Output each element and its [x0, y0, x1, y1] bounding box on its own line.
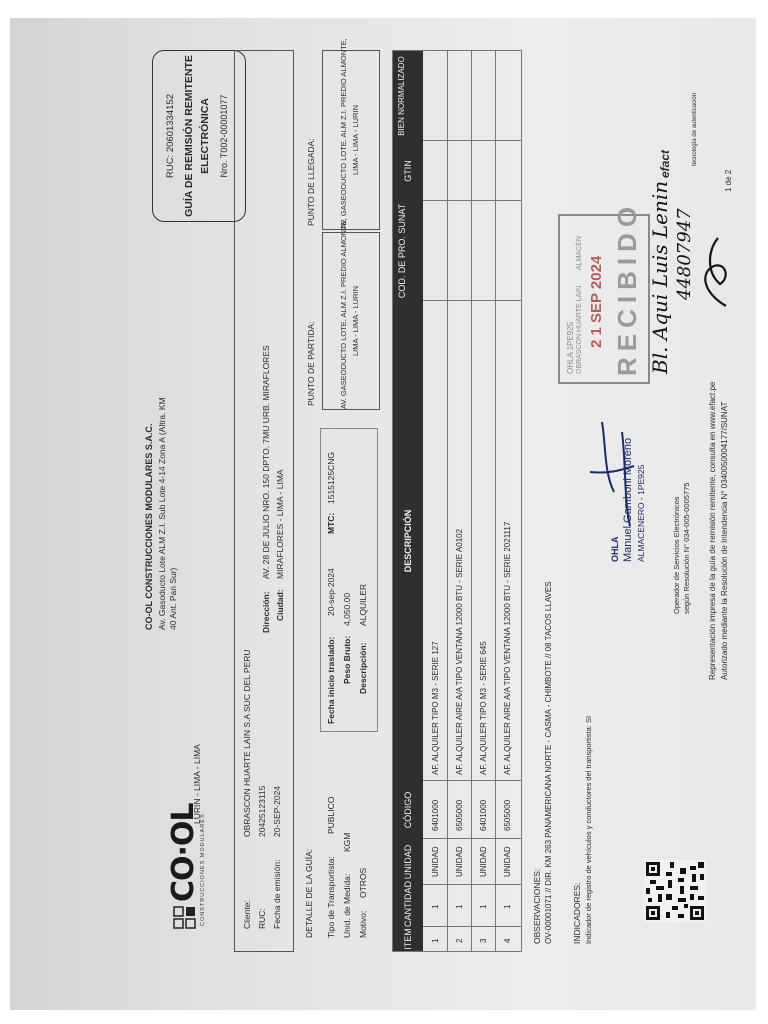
cell-item: 4 — [503, 938, 512, 943]
qr-pattern-icon — [644, 860, 706, 922]
document-type-box — [152, 50, 246, 222]
mtc-label: MTC: — [326, 512, 336, 534]
cell-quantity: 1 — [479, 904, 488, 909]
logo-wordmark: CO·OL — [166, 803, 201, 902]
receiver-signature — [696, 232, 736, 312]
cell-unit: UNIDAD — [503, 846, 512, 877]
column-divider — [423, 838, 521, 839]
table-row — [423, 51, 448, 951]
unit-value: KGM — [342, 832, 352, 852]
cell-code: 6401000 — [431, 799, 440, 831]
client-address-label: Dirección: — [261, 591, 271, 633]
departure-city: LIMA - LIMA - LURIN — [351, 285, 360, 357]
transfer-date-label: Fecha inicio traslado: — [326, 636, 336, 724]
description-label: Descripción: — [358, 642, 368, 694]
header-sunat-code: COD. DE PRO. SUNAT — [397, 203, 407, 299]
header-item: ITEM — [403, 928, 413, 950]
table-body — [423, 51, 521, 951]
unit-label: Unid. de Medida: — [342, 873, 352, 938]
column-divider — [423, 926, 521, 927]
client-label: Cliente: — [242, 900, 252, 929]
cell-quantity: 1 — [503, 904, 512, 909]
client-ruc-label: RUC: — [257, 908, 267, 929]
operator-line-2: según Resolución N° 034-005-0005775 — [682, 482, 691, 614]
cell-description: AF. ALQUILER AIRE A/A TIPO VENTANA 12000 BTU - SERIE A0102 — [455, 528, 464, 775]
cell-unit: UNIDAD — [431, 846, 440, 877]
page-number: 1 de 2 — [724, 169, 733, 192]
cell-code: 6401000 — [479, 799, 488, 831]
reason-label: Motivo: — [358, 910, 368, 938]
guide-detail-box — [320, 428, 378, 732]
reason-value: OTROS — [358, 867, 368, 898]
observations-title: OBSERVACIONES: — [532, 868, 542, 944]
cell-description: AF. ALQUILER TIPO M3 - SERIE 645 — [479, 641, 488, 775]
column-divider — [423, 140, 521, 141]
transport-type-label: Tipo de Transportista: — [326, 856, 336, 938]
issue-date-label: Fecha de emisión: — [272, 859, 282, 929]
table-row — [471, 51, 496, 951]
cell-description: AF. ALQUILER AIRE A/A TIPO VENTANA 12000 BTU - SERIE 2021117 — [503, 521, 512, 775]
indicators-text: Indicador de registro de vehículos y conductores del transportista: SI — [584, 715, 593, 944]
transport-type: PUBLICO — [326, 796, 336, 834]
cell-code: 6505000 — [455, 799, 464, 831]
document-title: GUÍA DE REMISIÓN REMITENTE — [183, 55, 195, 217]
handwritten-name: Bl. Aqui Luis Lenin — [648, 180, 672, 374]
company-name: CO-OL CONSTRUCCIONES MODULARES S.A.C. — [144, 423, 154, 630]
client-address: AV. 28 DE JULIO NRO. 150 DPTO. 7MU URB. MIRAFLORES — [261, 345, 271, 579]
reception-stamp — [558, 200, 650, 384]
column-divider — [423, 780, 521, 781]
header-unit: UNIDAD — [403, 844, 413, 880]
table-row — [447, 51, 472, 951]
efact-logo: efact — [658, 149, 672, 178]
qr-code — [644, 860, 706, 922]
arrival-address: AV. GASEODUCTO LOTE. ALM Z.I. PREDIO ALMONTE, — [339, 38, 348, 229]
header-gtin: GTIN — [403, 160, 413, 182]
logo-grid-icon — [172, 904, 198, 930]
client-box — [234, 50, 294, 952]
column-divider — [423, 884, 521, 885]
mtc-value: 1515125CNG — [326, 452, 336, 504]
client-ruc: 20425123115 — [257, 785, 267, 837]
rotated-document — [24, 22, 744, 1002]
description-value: ALQUILER — [358, 583, 368, 626]
column-divider — [423, 300, 521, 301]
table-row — [495, 51, 519, 951]
company-address-1: Av. Gasoducto Lote ALM Z.I. Sub Lote 4-14 Zona A (Altra. KM — [157, 397, 167, 630]
gross-weight-label: Peso Bruto: — [342, 635, 352, 684]
client-city-label: Ciudad: — [275, 589, 285, 621]
handwritten-number: 44807947 — [674, 208, 695, 300]
corner-seal-text: tecnología de autenticación — [692, 92, 698, 166]
stamp-line-3: ALMACÉN — [576, 236, 583, 270]
cell-item: 1 — [431, 938, 440, 943]
client-city: MIRAFLORES - LIMA - LIMA — [275, 469, 285, 579]
transfer-date: 20-sep-2024 — [326, 568, 336, 616]
signature-brand: OHLA — [610, 536, 620, 562]
logo-subtitle: CONSTRUCCIONES MODULARES — [200, 813, 206, 926]
operator-line-1: Operador de Servicios Electrónicos — [672, 496, 681, 614]
cell-unit: UNIDAD — [479, 846, 488, 877]
stamp-line-2: OBRASCON HUARTE LAIN — [576, 285, 583, 374]
company-logo — [166, 803, 206, 930]
issue-date: 20-SEP-2024 — [272, 785, 282, 837]
document-number: Nro. T002-00001077 — [219, 94, 229, 178]
cell-item: 3 — [479, 938, 488, 943]
issuer-ruc: RUC: 20601334152 — [165, 94, 176, 178]
arrival-city: LIMA - LIMA - LURIN — [351, 104, 360, 176]
cell-quantity: 1 — [431, 904, 440, 909]
arrival-title: PUNTO DE LLEGADA: — [306, 138, 316, 226]
cell-code: 6505000 — [503, 799, 512, 831]
cell-unit: UNIDAD — [455, 846, 464, 877]
header-quantity: CANTIDAD — [403, 880, 413, 927]
column-divider — [423, 200, 521, 201]
cell-item: 2 — [455, 938, 464, 943]
company-address-2: 40 Ant. Pan Sur) — [168, 567, 178, 630]
cell-quantity: 1 — [455, 904, 464, 909]
gross-weight: 4,050.00 — [342, 592, 352, 626]
footer-line-2: Autorizado mediante la Resolución de Intendencia N° 0340050004177/SUNAT — [720, 401, 729, 680]
table-header — [393, 51, 423, 951]
header-normalized: BIEN NORMALIZADO — [397, 56, 406, 136]
client-name: OBRASCON HUARTE LAIN S.A SUC DEL PERU — [242, 649, 252, 837]
signature-role: ALMACENERO - 1PE925 — [636, 464, 646, 562]
company-address-3: LURIN - LIMA - LIMA — [192, 744, 202, 824]
departure-address: AV. GASEODUCTO LOTE. ALM Z.I. PREDIO ALMONTE, — [339, 218, 348, 409]
arrival-box — [322, 38, 380, 230]
stamp-line-1: OHLA 1PE925 — [566, 321, 575, 374]
departure-box — [322, 218, 380, 410]
indicators-title: INDICADORES: — [572, 882, 582, 944]
items-table — [392, 50, 522, 952]
signature-name: Manuel Gamboni Moreno — [622, 437, 634, 562]
header-code: CÓDIGO — [403, 791, 413, 829]
cell-description: AF. ALQUILER TIPO M3 - SERIE 127 — [431, 641, 440, 775]
footer-line-1: Representación impresa de la guía de remisión remitente, consulta en www.efact.pe — [708, 381, 717, 680]
header-description: DESCRIPCIÓN — [403, 509, 413, 573]
warehouse-signature — [584, 412, 644, 532]
document-title-2: ELECTRÓNICA — [199, 98, 211, 174]
stamp-big-text: RECIBIDO — [612, 200, 642, 376]
stamp-date: 2 1 SEP 2024 — [588, 255, 605, 348]
departure-title: PUNTO DE PARTIDA: — [306, 321, 316, 406]
guide-detail-title: DETALLE DE LA GUÍA: — [304, 848, 314, 938]
observations-text: OV-00001071 // DIR. KM 263 PANAMERICANA NORTE - CASMA - CHIMBOTE // 08 TACOS LLAVES — [544, 581, 553, 944]
